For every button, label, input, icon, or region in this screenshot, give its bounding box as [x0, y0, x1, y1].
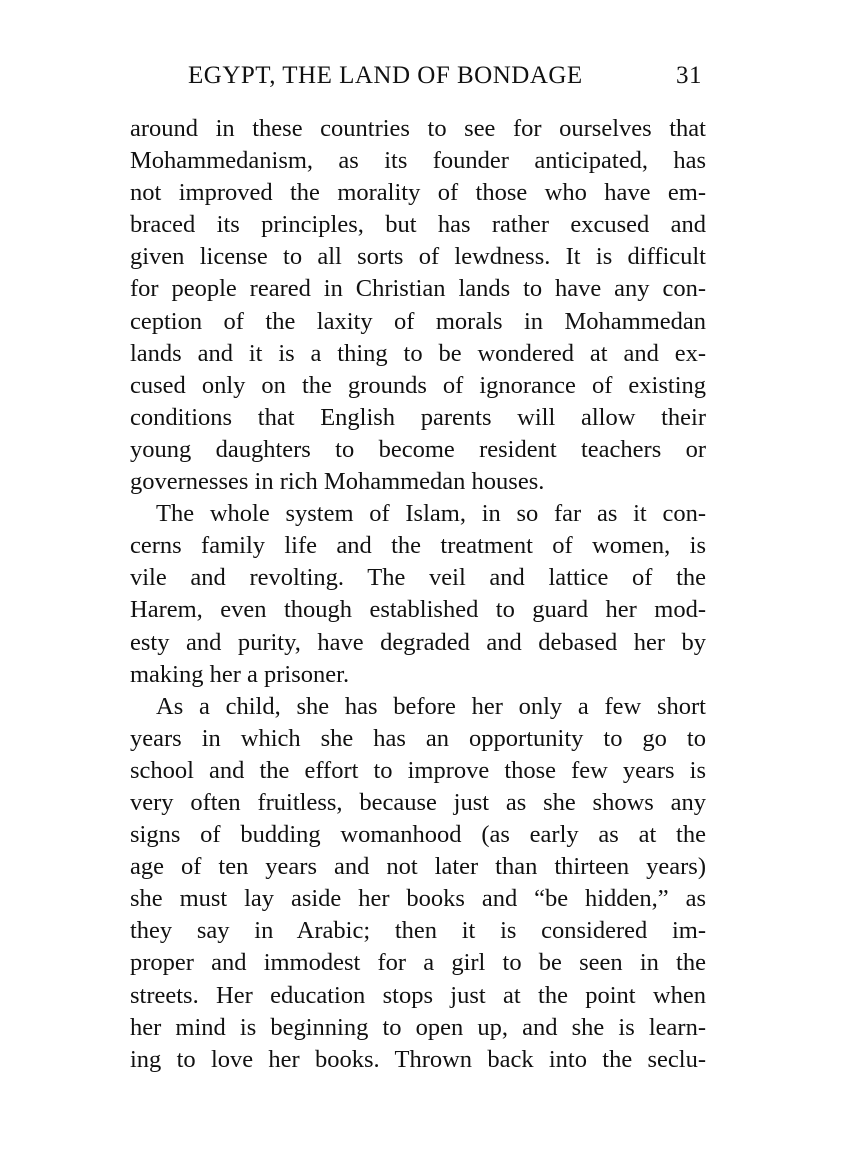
text-line: for people reared in Christian lands to have any con-	[130, 275, 706, 303]
text-line: cused only on the grounds of ignorance of existing	[130, 371, 706, 399]
text-line: around in these countries to see for ourselves that	[130, 115, 706, 142]
text-line: given license to all sorts of lewdness. It is difficult	[130, 243, 706, 271]
running-head	[130, 62, 706, 96]
text-line: braced its principles, but has rather excused and	[130, 211, 706, 239]
paragraph-start-line: The whole system of Islam, in so far as it con-	[156, 500, 706, 528]
text-line: streets. Her education stops just at the point when	[130, 981, 706, 1009]
text-line: ing to love her books. Thrown back into the seclu-	[130, 1045, 706, 1073]
text-line: conditions that English parents will allow their	[130, 403, 706, 431]
text-line: ception of the laxity of morals in Mohammedan	[130, 307, 706, 335]
text-line: years in which she has an opportunity to go to	[130, 724, 706, 752]
page-number: 31	[676, 62, 702, 89]
text-line: Mohammedanism, as its founder anticipated, has	[130, 147, 706, 175]
text-line: school and the effort to improve those few years is	[130, 756, 706, 784]
body-text	[130, 113, 706, 1076]
text-line: Harem, even though established to guard her mod-	[130, 596, 706, 624]
text-line: they say in Arabic; then it is considered im-	[130, 917, 706, 945]
paragraph-start-line: As a child, she has before her only a few short	[156, 692, 706, 720]
text-line: lands and it is a thing to be wondered at and ex-	[130, 339, 706, 367]
running-title: EGYPT, THE LAND OF BONDAGE	[188, 62, 583, 89]
text-line: age of ten years and not later than thirteen years)	[130, 853, 706, 881]
text-line: vile and revolting. The veil and lattice of the	[130, 564, 706, 592]
text-line: proper and immodest for a girl to be seen in the	[130, 949, 706, 977]
text-line: her mind is beginning to open up, and she is learn-	[130, 1013, 706, 1041]
paragraph-end-line: governesses in rich Mohammedan houses.	[130, 468, 545, 496]
text-line: signs of budding womanhood (as early as at the	[130, 821, 706, 849]
text-line: not improved the morality of those who have em-	[130, 179, 706, 207]
text-line: very often fruitless, because just as she shows any	[130, 788, 706, 816]
text-line: esty and purity, have degraded and debased her by	[130, 628, 706, 656]
text-line: she must lay aside her books and “be hidden,” as	[130, 885, 706, 913]
text-line: cerns family life and the treatment of women, is	[130, 532, 706, 560]
paragraph-end-line: making her a prisoner.	[130, 660, 350, 688]
text-line: young daughters to become resident teachers or	[130, 435, 706, 463]
